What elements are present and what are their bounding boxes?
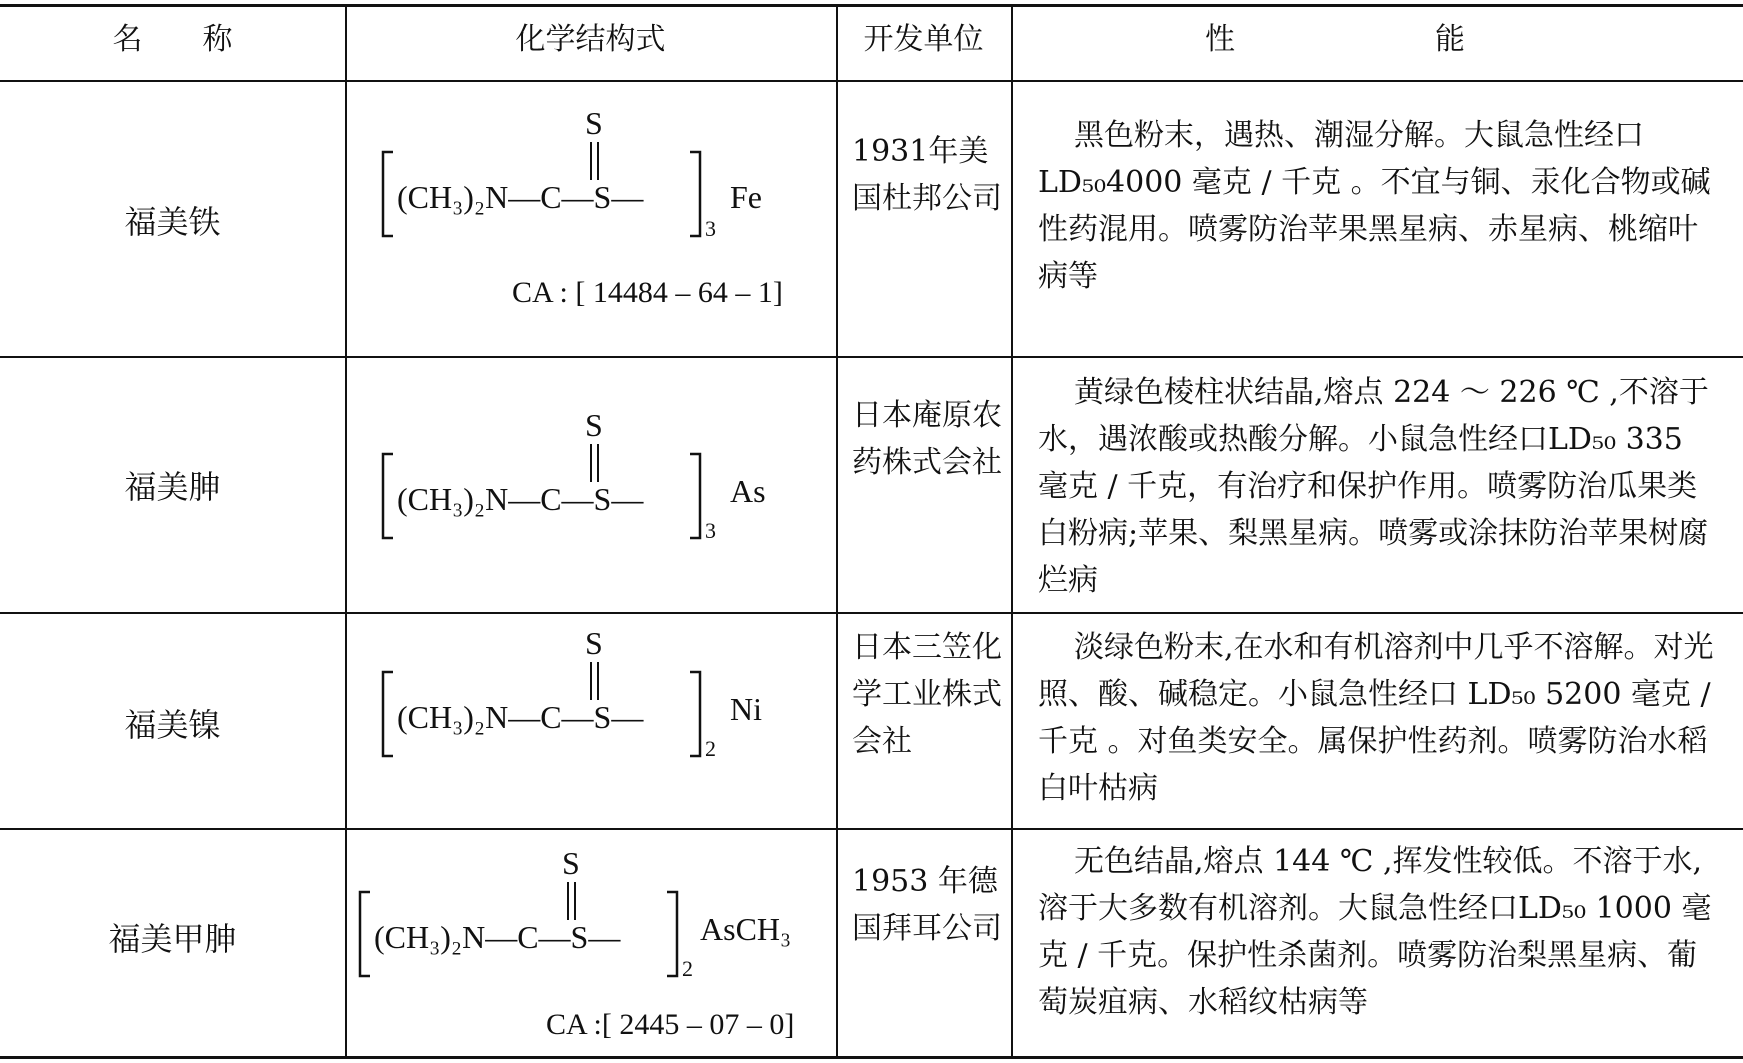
metal-atom: As xyxy=(730,473,766,509)
performance: 无色结晶,熔点 144 ℃ ,挥发性较低。不溶于水,溶于大多数有机溶剂。大鼠急性经口LD₅₀ 1000 毫克 / 千克。保护性杀菌剂。喷雾防治梨黑星病、葡萄炭疽病、水稻纹枯病等 xyxy=(1038,844,1712,1020)
cas-number: CA : [ 14484 – 64 – 1] xyxy=(512,276,783,309)
structural-formula xyxy=(375,402,815,552)
cas-number: CA :[ 2445 – 07 – 0] xyxy=(546,1008,795,1041)
sulfur-atom: S xyxy=(585,407,603,443)
row-divider xyxy=(0,356,1743,358)
developer: 日本庵原农药株式会社 xyxy=(852,398,1002,480)
metal-atom: Ni xyxy=(730,691,762,727)
formula-subscript: 2 xyxy=(682,956,693,981)
formula-chain: (CH₃)₂N—C—S— xyxy=(374,919,621,955)
developer: 1931年美国杜邦公司 xyxy=(852,134,1002,216)
structural-formula xyxy=(352,840,812,990)
performance: 淡绿色粉末,在水和有机溶剂中几乎不溶解。对光照、酸、碱稳定。小鼠急性经口 LD₅₀ 5200 毫克 / 千克 。对鱼类安全。属保护性药剂。喷雾防治水稻白叶枯病 xyxy=(1038,630,1714,806)
formula-subscript: 3 xyxy=(705,518,716,543)
header-structure: 化学结构式 xyxy=(515,22,666,57)
header-performance-2: 能 xyxy=(1435,22,1465,57)
compound-name: 福美铁 xyxy=(124,203,221,241)
structural-formula xyxy=(375,100,815,250)
formula-subscript: 2 xyxy=(705,736,716,761)
table-bottom-rule xyxy=(0,1056,1743,1059)
compound-name: 福美胂 xyxy=(124,468,221,506)
column-divider xyxy=(836,4,838,1059)
formula-chain: (CH₃)₂N—C—S— xyxy=(397,481,644,517)
header-developer: 开发单位 xyxy=(863,22,984,57)
performance: 黄绿色棱柱状结晶,熔点 224 ～ 226 ℃ ,不溶于水，遇浓酸或热酸分解。小鼠急性经口LD₅₀ 335 毫克 / 千克，有治疗和保护作用。喷雾防治瓜果类白粉病;苹果、梨黑星病。喷雾或涂抹防治苹果树腐烂病 xyxy=(1038,375,1709,598)
compound-name: 福美甲胂 xyxy=(108,920,237,958)
sulfur-atom: S xyxy=(585,625,603,661)
header-bottom-rule xyxy=(0,80,1743,82)
header-performance-1: 性 xyxy=(1205,22,1235,57)
metal-atom: AsCH₃ xyxy=(700,911,792,947)
developer: 日本三笠化学工业株式会社 xyxy=(852,630,1002,759)
performance: 黑色粉末，遇热、潮湿分解。大鼠急性经口LD₅₀4000 毫克 / 千克 。不宜与铜、汞化合物或碱性药混用。喷雾防治苹果黑星病、赤星病、桃缩叶病等 xyxy=(1038,118,1711,294)
sulfur-atom: S xyxy=(562,845,580,881)
table-top-rule xyxy=(0,4,1743,7)
formula-chain: (CH₃)₂N—C—S— xyxy=(397,179,644,215)
header-name: 名 称 xyxy=(112,22,233,57)
row-divider xyxy=(0,828,1743,830)
row-divider xyxy=(0,612,1743,614)
column-divider xyxy=(345,4,347,1059)
metal-atom: Fe xyxy=(730,179,762,215)
formula-subscript: 3 xyxy=(705,216,716,241)
compound-name: 福美镍 xyxy=(124,706,221,744)
structural-formula xyxy=(375,620,815,770)
developer: 1953 年德国拜耳公司 xyxy=(852,864,1002,946)
sulfur-atom: S xyxy=(585,105,603,141)
formula-chain: (CH₃)₂N—C—S— xyxy=(397,699,644,735)
